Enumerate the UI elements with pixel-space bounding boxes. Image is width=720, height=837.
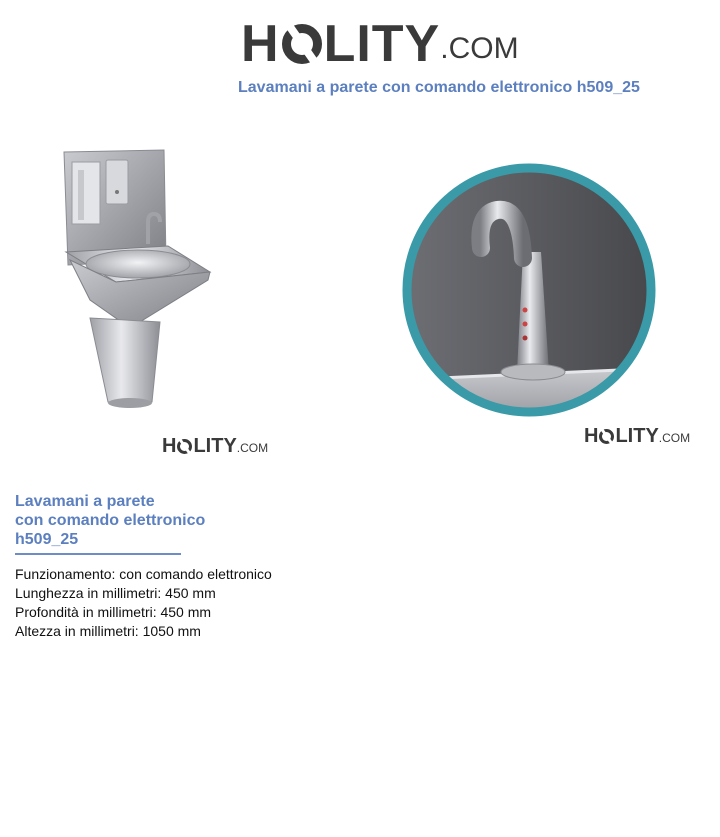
spec-list bbox=[15, 565, 272, 641]
logo-o-icon bbox=[599, 429, 614, 444]
page-title: Lavamani a parete con comando elettronico h509_25 bbox=[238, 79, 640, 96]
spec-item: Altezza in millimetri: 1050 mm bbox=[15, 623, 201, 639]
spec-item: Lunghezza in millimetri: 450 mm bbox=[15, 585, 216, 601]
holity-logo-small: H LITY .COM bbox=[584, 425, 691, 447]
product-heading: Lavamani a parete con comando elettronico h509_25 bbox=[15, 493, 206, 548]
electronic-faucet-closeup bbox=[365, 140, 720, 460]
wall-washbasin-illustration bbox=[20, 140, 280, 460]
holity-logo[interactable]: H LITY .COM bbox=[241, 15, 519, 73]
spec-item: Funzionamento: con comando elettronico bbox=[15, 566, 272, 582]
spec-item: Profondità in millimetri: 450 mm bbox=[15, 604, 212, 620]
holity-logo-small: H LITY .COM bbox=[162, 435, 269, 457]
heading-underline bbox=[15, 553, 181, 555]
logo-o-icon bbox=[282, 24, 322, 64]
logo-o-icon bbox=[177, 439, 192, 454]
